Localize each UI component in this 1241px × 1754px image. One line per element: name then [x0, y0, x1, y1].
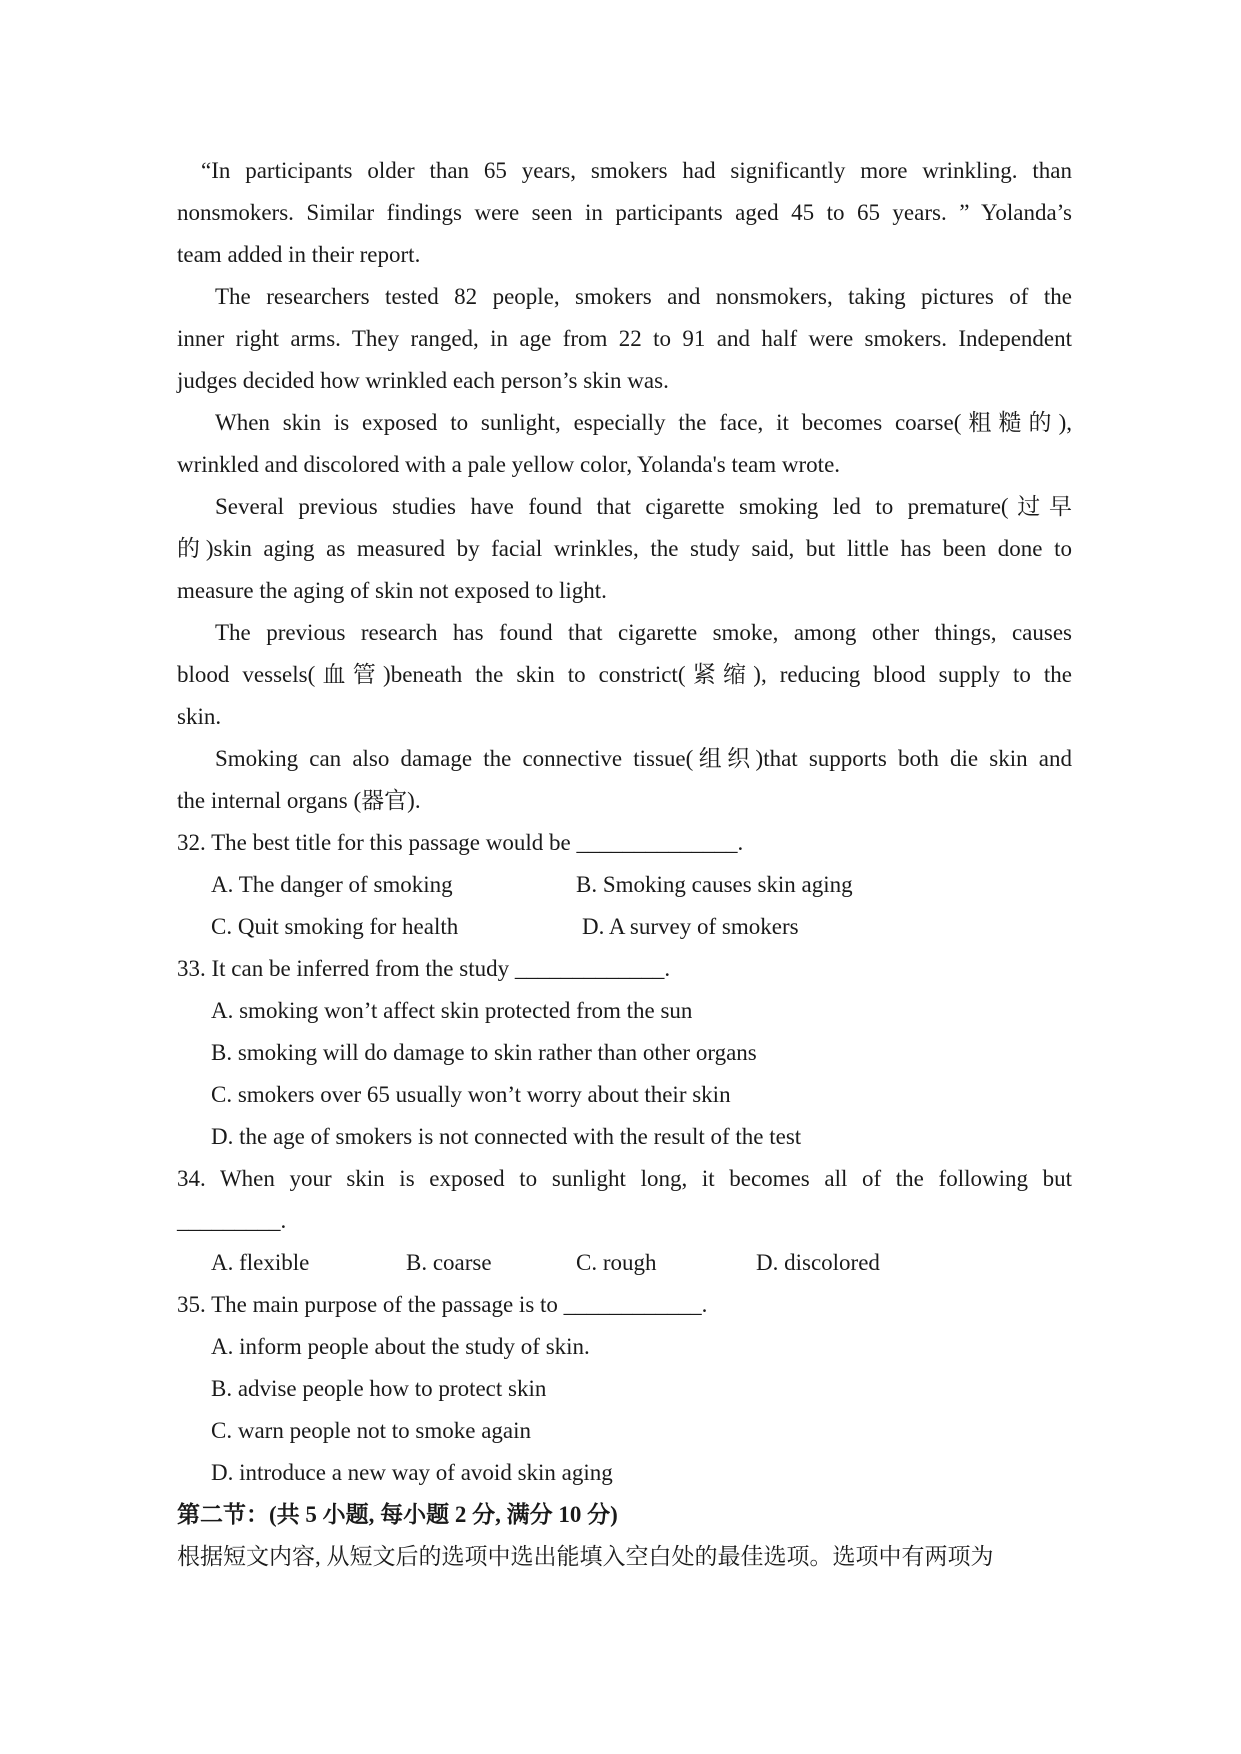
exam-page — [177, 150, 1072, 1578]
option-row — [177, 864, 1072, 906]
passage-line: measure the aging of skin not exposed to light. — [177, 578, 607, 603]
passage-line: the internal organs (器官). — [177, 788, 421, 813]
question-stem: 34. When your skin is exposed to sunlight long, it becomes all of the following but — [177, 1166, 1072, 1191]
option-b: B. advise people how to protect skin — [211, 1376, 547, 1401]
option-c: C. rough — [576, 1250, 657, 1275]
section-2 — [177, 1494, 1072, 1578]
section-instruction: 根据短文内容, 从短文后的选项中选出能填入空白处的最佳选项。选项中有两项为 — [177, 1544, 994, 1569]
passage-line: When skin is exposed to sunlight, especially the face, it becomes coarse(粗糙的), — [215, 410, 1072, 435]
question-33 — [177, 948, 1072, 1158]
option-a: A. inform people about the study of skin. — [211, 1334, 590, 1359]
question-34 — [177, 1158, 1072, 1284]
passage-line: judges decided how wrinkled each person’s skin was. — [177, 368, 669, 393]
option-b: B. coarse — [406, 1250, 492, 1275]
option-d: D. discolored — [756, 1250, 880, 1275]
passage-line: Smoking can also damage the connective tissue(组织)that supports both die skin and — [215, 746, 1072, 771]
option-a: A. smoking won’t affect skin protected from the sun — [211, 998, 693, 1023]
passage-line: Several previous studies have found that cigarette smoking led to premature(过早 — [215, 494, 1072, 519]
passage-line: blood vessels(血管)beneath the skin to constrict(紧缩), reducing blood supply to the — [177, 662, 1072, 687]
passage-line: nonsmokers. Similar findings were seen in participants aged 45 to 65 years. ” Yolanda’s — [177, 200, 1072, 225]
question-stem: 35. The main purpose of the passage is to ____________. — [177, 1292, 708, 1317]
question-stem-continued: _________. — [177, 1208, 287, 1233]
passage-line: The researchers tested 82 people, smokers and nonsmokers, taking pictures of the — [215, 284, 1072, 309]
passage — [177, 150, 1072, 822]
option-c: C. warn people not to smoke again — [211, 1418, 532, 1443]
option-row — [177, 906, 1072, 948]
passage-line: skin. — [177, 704, 222, 729]
section-heading: 第二节：(共 5 小题, 每小题 2 分, 满分 10 分) — [177, 1502, 618, 1527]
option-d: D. A survey of smokers — [582, 914, 799, 939]
question-stem: 33. It can be inferred from the study _____________. — [177, 956, 671, 981]
question-35 — [177, 1284, 1072, 1494]
option-c: C. Quit smoking for health — [211, 914, 459, 939]
option-d: D. the age of smokers is not connected with the result of the test — [211, 1124, 802, 1149]
option-d: D. introduce a new way of avoid skin aging — [211, 1460, 613, 1485]
option-a: A. The danger of smoking — [211, 872, 453, 897]
question-stem: 32. The best title for this passage would be ______________. — [177, 830, 744, 855]
question-32 — [177, 822, 1072, 948]
passage-line: team added in their report. — [177, 242, 421, 267]
passage-line: inner right arms. They ranged, in age from 22 to 91 and half were smokers. Independent — [177, 326, 1072, 351]
passage-line: “In participants older than 65 years, smokers had significantly more wrinkling. than — [201, 158, 1072, 183]
passage-line: 的)skin aging as measured by facial wrinkles, the study said, but little has been done to — [177, 536, 1072, 561]
option-c: C. smokers over 65 usually won’t worry about their skin — [211, 1082, 731, 1107]
passage-line: wrinkled and discolored with a pale yellow color, Yolanda's team wrote. — [177, 452, 841, 477]
option-row — [177, 1242, 1072, 1284]
option-a: A. flexible — [211, 1250, 310, 1275]
passage-line: The previous research has found that cigarette smoke, among other things, causes — [215, 620, 1072, 645]
option-b: B. Smoking causes skin aging — [576, 872, 853, 897]
option-b: B. smoking will do damage to skin rather than other organs — [211, 1040, 757, 1065]
